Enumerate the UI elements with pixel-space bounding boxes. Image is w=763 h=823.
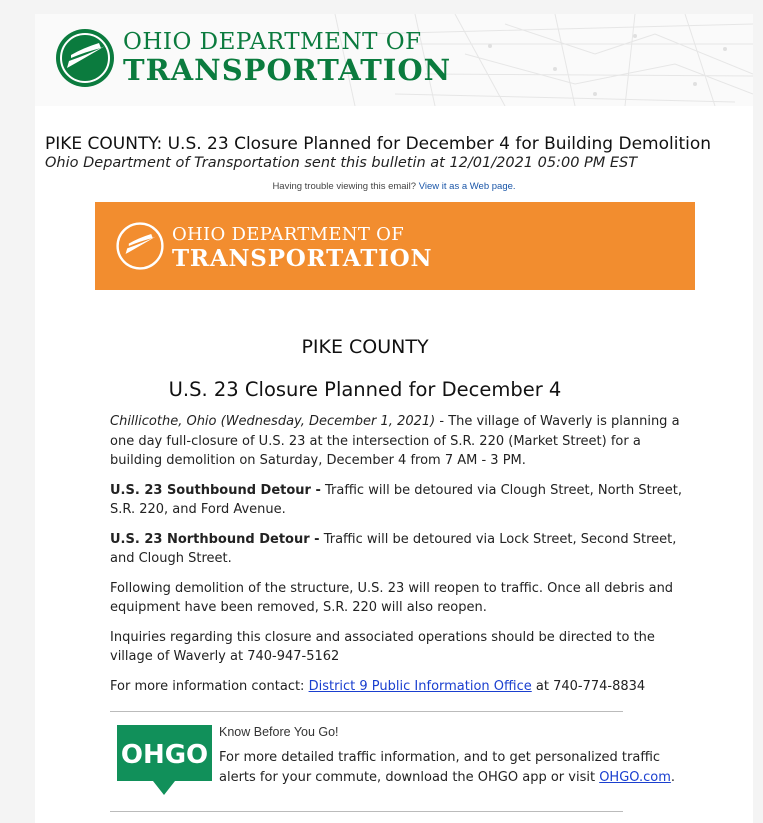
following-paragraph: Following demolition of the structure, U.S. 23 will reopen to traffic. Once all debris and equipment have been removed, S.R. 220 will also reopen. bbox=[110, 580, 674, 615]
bulletin-title: PIKE COUNTY: U.S. 23 Closure Planned for December 4 for Building Demolition bbox=[45, 134, 712, 154]
orange-banner bbox=[95, 202, 695, 290]
ohgo-paragraph bbox=[219, 748, 679, 787]
trouble-viewing bbox=[35, 181, 753, 192]
logo-line-1: OHIO DEPARTMENT OF bbox=[123, 29, 422, 55]
contact-suffix: at 740-774-8834 bbox=[531, 678, 646, 694]
inquiries-paragraph: Inquiries regarding this closure and associated operations should be directed to the village of Waverly at 740-947-5162 bbox=[110, 629, 655, 664]
contact-paragraph bbox=[110, 677, 690, 697]
northbound-label: U.S. 23 Northbound Detour - bbox=[110, 531, 320, 547]
trouble-text: Having trouble viewing this email? bbox=[272, 181, 417, 192]
ohgo-text: For more detailed traffic information, and to get personalized traffic alerts for your commute, download the OHGO app or visit bbox=[219, 750, 661, 785]
banner-logo-line-2: TRANSPORTATION bbox=[172, 245, 433, 272]
ohgo-badge-text: OHGO bbox=[120, 740, 209, 770]
odot-logo-text bbox=[123, 31, 451, 85]
intro-text: - The village of Waverly is planning a one day full-closure of U.S. 23 at the intersection of S.R. 220 (Market Street) for a building demolition on Saturday, December 4 from 7 AM - 3 PM. bbox=[110, 414, 680, 468]
southbound-text: Traffic will be detoured via Clough Street, North Street, S.R. 220, and Ford Avenue. bbox=[110, 482, 682, 517]
southbound-label: U.S. 23 Southbound Detour - bbox=[110, 482, 321, 498]
county-heading: PIKE COUNTY bbox=[301, 336, 429, 358]
district-9-pio-link[interactable]: District 9 Public Information Office bbox=[308, 678, 532, 694]
divider-bottom bbox=[110, 811, 623, 812]
banner-logo-text bbox=[172, 226, 432, 270]
email-page bbox=[35, 14, 753, 823]
northbound-text: Traffic will be detoured via Lock Street, Second Street, and Clough Street. bbox=[110, 531, 677, 566]
contact-prefix: For more information contact: bbox=[110, 678, 309, 694]
top-header bbox=[35, 14, 753, 106]
bulletin-subtitle: Ohio Department of Transportation sent this bulletin at 12/01/2021 05:00 PM EST bbox=[45, 155, 638, 171]
dateline: Chillicothe, Ohio (Wednesday, December 1, 2021) bbox=[110, 414, 436, 429]
article-body bbox=[110, 412, 690, 706]
divider-top bbox=[110, 711, 623, 712]
banner-logo-line-1: OHIO DEPARTMENT OF bbox=[172, 224, 405, 245]
odot-logo-icon bbox=[55, 28, 115, 88]
southbound-paragraph bbox=[110, 481, 690, 520]
logo-line-2: TRANSPORTATION bbox=[123, 53, 452, 87]
northbound-paragraph bbox=[110, 530, 690, 569]
view-web-page-link[interactable]: View it as a Web page. bbox=[418, 181, 516, 192]
article-headline: U.S. 23 Closure Planned for December 4 bbox=[168, 378, 562, 401]
odot-logo-icon bbox=[116, 222, 164, 270]
know-before-heading: Know Before You Go! bbox=[219, 725, 339, 739]
ohgo-link[interactable]: OHGO.com bbox=[599, 769, 671, 785]
ohgo-end: . bbox=[670, 769, 676, 785]
intro-paragraph bbox=[110, 412, 690, 471]
ohgo-badge-icon[interactable] bbox=[117, 725, 212, 797]
